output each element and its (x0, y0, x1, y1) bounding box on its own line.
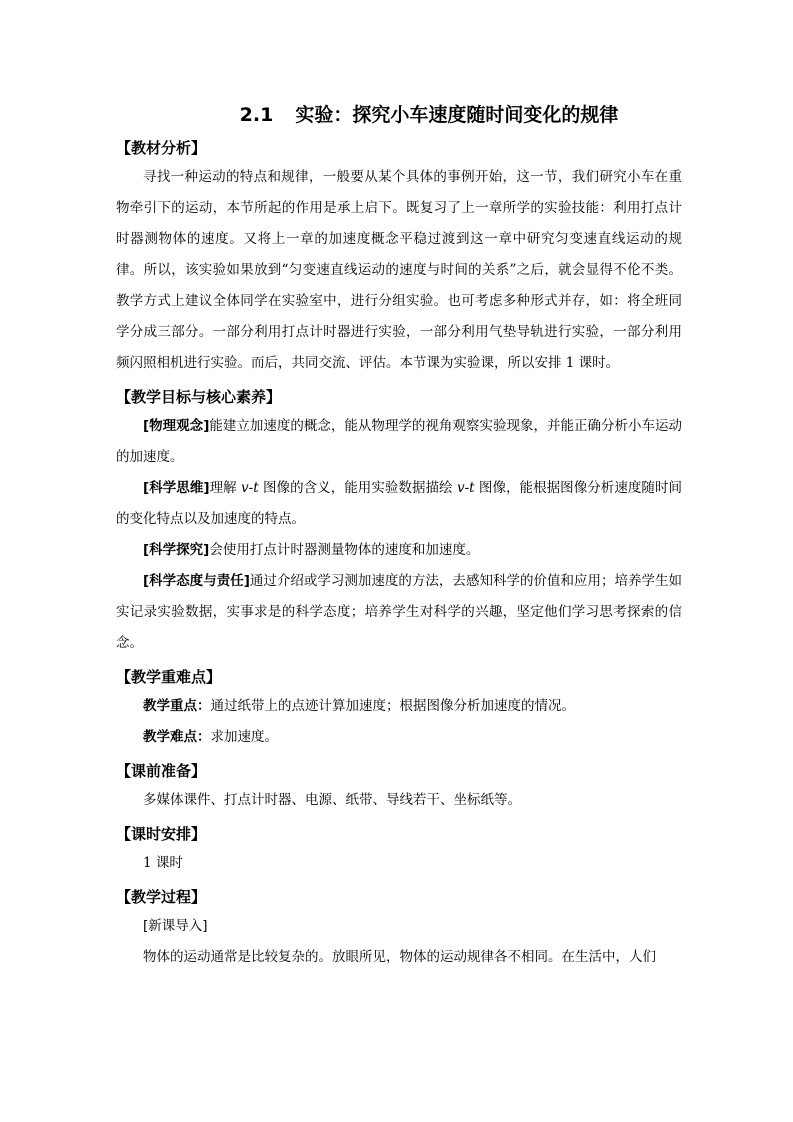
section-heading-key: 【教学重难点】 (116, 668, 222, 686)
goal-text: 通过介绍或学习测加速度的方法，去感知科学的价值和应用；培养学生如实记录实验数据，实事求是的科学态度；培养学生对科学的兴趣，坚定他们学习思考探索的信念。 (116, 573, 682, 651)
key-difficulty (116, 722, 682, 753)
focus-label: 教学重点： (143, 698, 211, 714)
vt-symbol: v-t (241, 480, 259, 496)
process-paragraph: 物体的运动通常是比较复杂的。放眼所见，物体的运动规律各不相同。在生活中，人们 (143, 949, 656, 965)
difficulty-text: 求加速度。 (210, 729, 278, 745)
key-focus (116, 691, 682, 722)
goal-item (116, 535, 682, 566)
goal-item (116, 566, 682, 659)
page-title (176, 100, 682, 130)
goal-text-mid: 图像的含义，能用实验数据描绘 (258, 480, 457, 496)
goal-tag: [科学探究] (143, 542, 210, 558)
goal-item (116, 411, 682, 473)
document-page (116, 100, 682, 973)
goal-tag: [科学思维] (143, 480, 210, 496)
goal-tag: [科学态度与责任] (143, 573, 250, 589)
section-heading-goals: 【教学目标与核心素养】 (116, 388, 282, 406)
focus-text: 通过纸带上的点迹计算加速度；根据图像分析加速度的情况。 (210, 698, 575, 714)
goal-text: 会使用打点计时器测量物体的速度和加速度。 (209, 542, 480, 558)
section-heading-analysis: 【教材分析】 (116, 139, 207, 157)
difficulty-label: 教学难点： (143, 729, 211, 745)
section-heading-process: 【教学过程】 (116, 888, 207, 906)
goal-item (116, 473, 682, 535)
process-subheading: [新课导入] (143, 918, 208, 934)
analysis-paragraph: 寻找一种运动的特点和规律，一般要从某个具体的事例开始，这一节，我们研究小车在重物牵引下的运动，本节所起的作用是承上启下。既复习了上一章所学的实验技能：利用打点计时器测物体的速度。又将上一章的加速度概念平稳过渡到这一章中研究匀变速直线运动的规律。所以，该实验如果放到“匀变速直线运动的速度与时间的关系”之后，就会显得不伦不类。教学方式上建议全体同学在实验室中，进行分组实验。也可考虑多种形式并存，如：将全班同学分成三部分。一部分利用打点计时器进行实验，一部分利用气垫导轨进行实验，一部分利用频闪照相机进行实验。而后，共同交流、评估。本节课为实验课，所以安排 1 课时。 (116, 169, 682, 371)
section-heading-prep: 【课前准备】 (116, 762, 207, 780)
goal-tag: [物理观念] (143, 418, 210, 434)
goal-text-pre: 理解 (209, 480, 242, 496)
title-text: 实验：探究小车速度随时间变化的规律 (295, 104, 619, 126)
prep-paragraph: 多媒体课件、打点计时器、电源、纸带、导线若干、坐标纸等。 (143, 792, 521, 808)
goal-text-post: 图像，能根据图像分析速度随时间的变化特点以及加速度的特点。 (116, 480, 682, 527)
goal-text: 能建立加速度的概念，能从物理学的视角观察实验现象，并能正确分析小车运动的加速度。 (116, 418, 682, 465)
vt-symbol: v-t (456, 480, 475, 496)
schedule-paragraph: 1 课时 (143, 855, 183, 871)
section-heading-schedule: 【课时安排】 (116, 825, 207, 843)
title-number: 2.1 (239, 104, 274, 126)
